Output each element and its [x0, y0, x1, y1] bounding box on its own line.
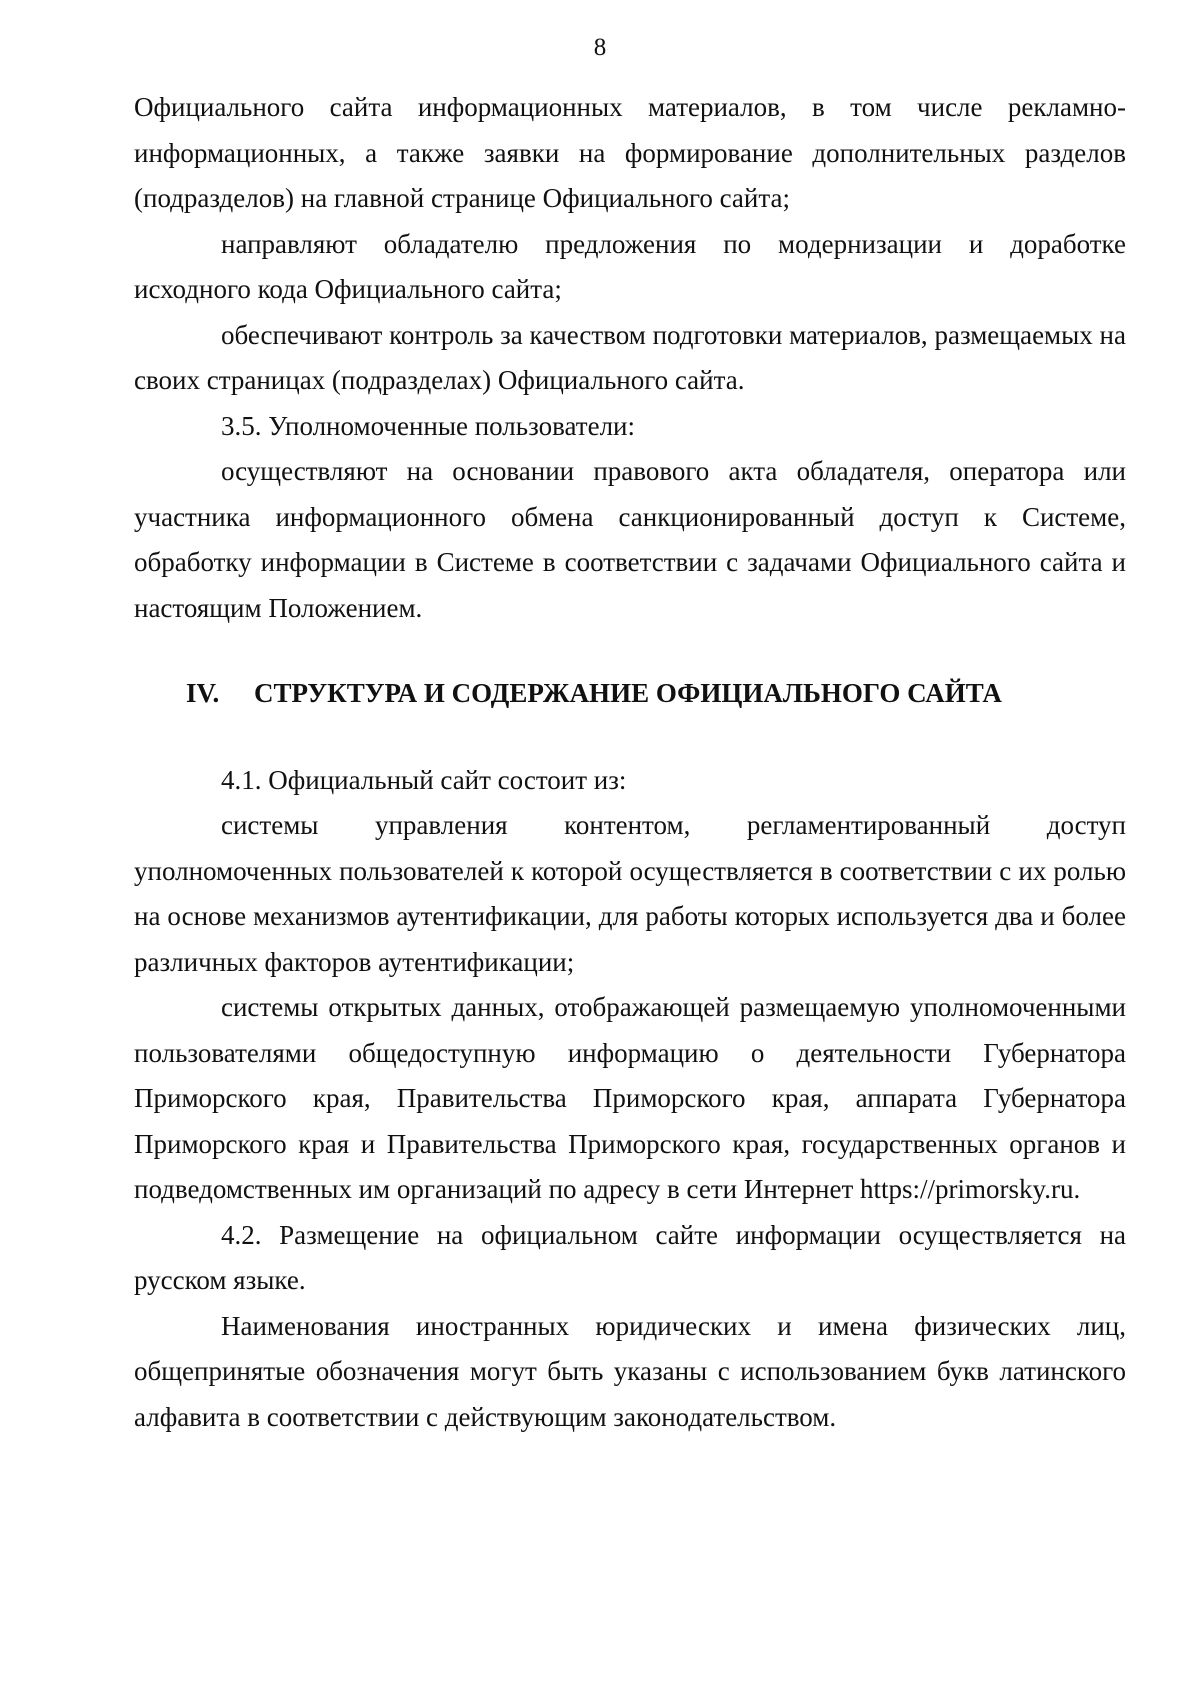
document-body: [134, 85, 1126, 1440]
section-title: СТРУКТУРА И СОДЕРЖАНИЕ ОФИЦИАЛЬНОГО САЙТА: [254, 678, 1002, 708]
section-heading: [134, 671, 1126, 717]
paragraph: Наименования иностранных юридических и имена физических лиц, общепринятые обозначения могут быть указаны с использованием букв латинского алфавита в соответствии с действующим законодательством.: [134, 1310, 1126, 1432]
paragraph: 4.2. Размещение на официальном сайте информации осуществляется на русском языке.: [134, 1219, 1126, 1295]
paragraph: системы управления контентом, регламентированный доступ уполномоченных пользователей к которой осуществляется в соответствии с их ролью на основе механизмов аутентификации, для работы которых используется два и более различных факторов аутентификации;: [134, 810, 1126, 977]
paragraph: системы открытых данных, отображающей размещаемую уполномоченными пользователями общедоступную информацию о деятельности Губернатора Приморского края, Правительства Приморского края, аппарата Губернатора Приморского края и Правительства Приморского края, государственных органов и подведомственных им организаций по адресу в сети Интернет https://primorsky.ru.: [134, 992, 1126, 1204]
paragraph: 4.1. Официальный сайт состоит из:: [221, 764, 627, 795]
page-number: 8: [593, 34, 607, 61]
section-number: IV.: [186, 678, 220, 708]
paragraph: обеспечивают контроль за качеством подготовки материалов, размещаемых на своих страницах (подразделах) Официального сайта.: [134, 319, 1126, 395]
paragraph: осуществляют на основании правового акта обладателя, оператора или участника информационного обмена санкционированный доступ к Системе, обработку информации в Системе в соответствии с задачами Официального сайта и настоящим Положением.: [134, 456, 1126, 623]
paragraph: направляют обладателю предложения по модернизации и доработке исходного кода Официального сайта;: [134, 228, 1126, 304]
paragraph: 3.5. Уполномоченные пользователи:: [221, 410, 635, 441]
paragraph: Официального сайта информационных материалов, в том числе рекламно-информационных, а также заявки на формирование дополнительных разделов (подразделов) на главной странице Официального сайта;: [134, 92, 1126, 213]
